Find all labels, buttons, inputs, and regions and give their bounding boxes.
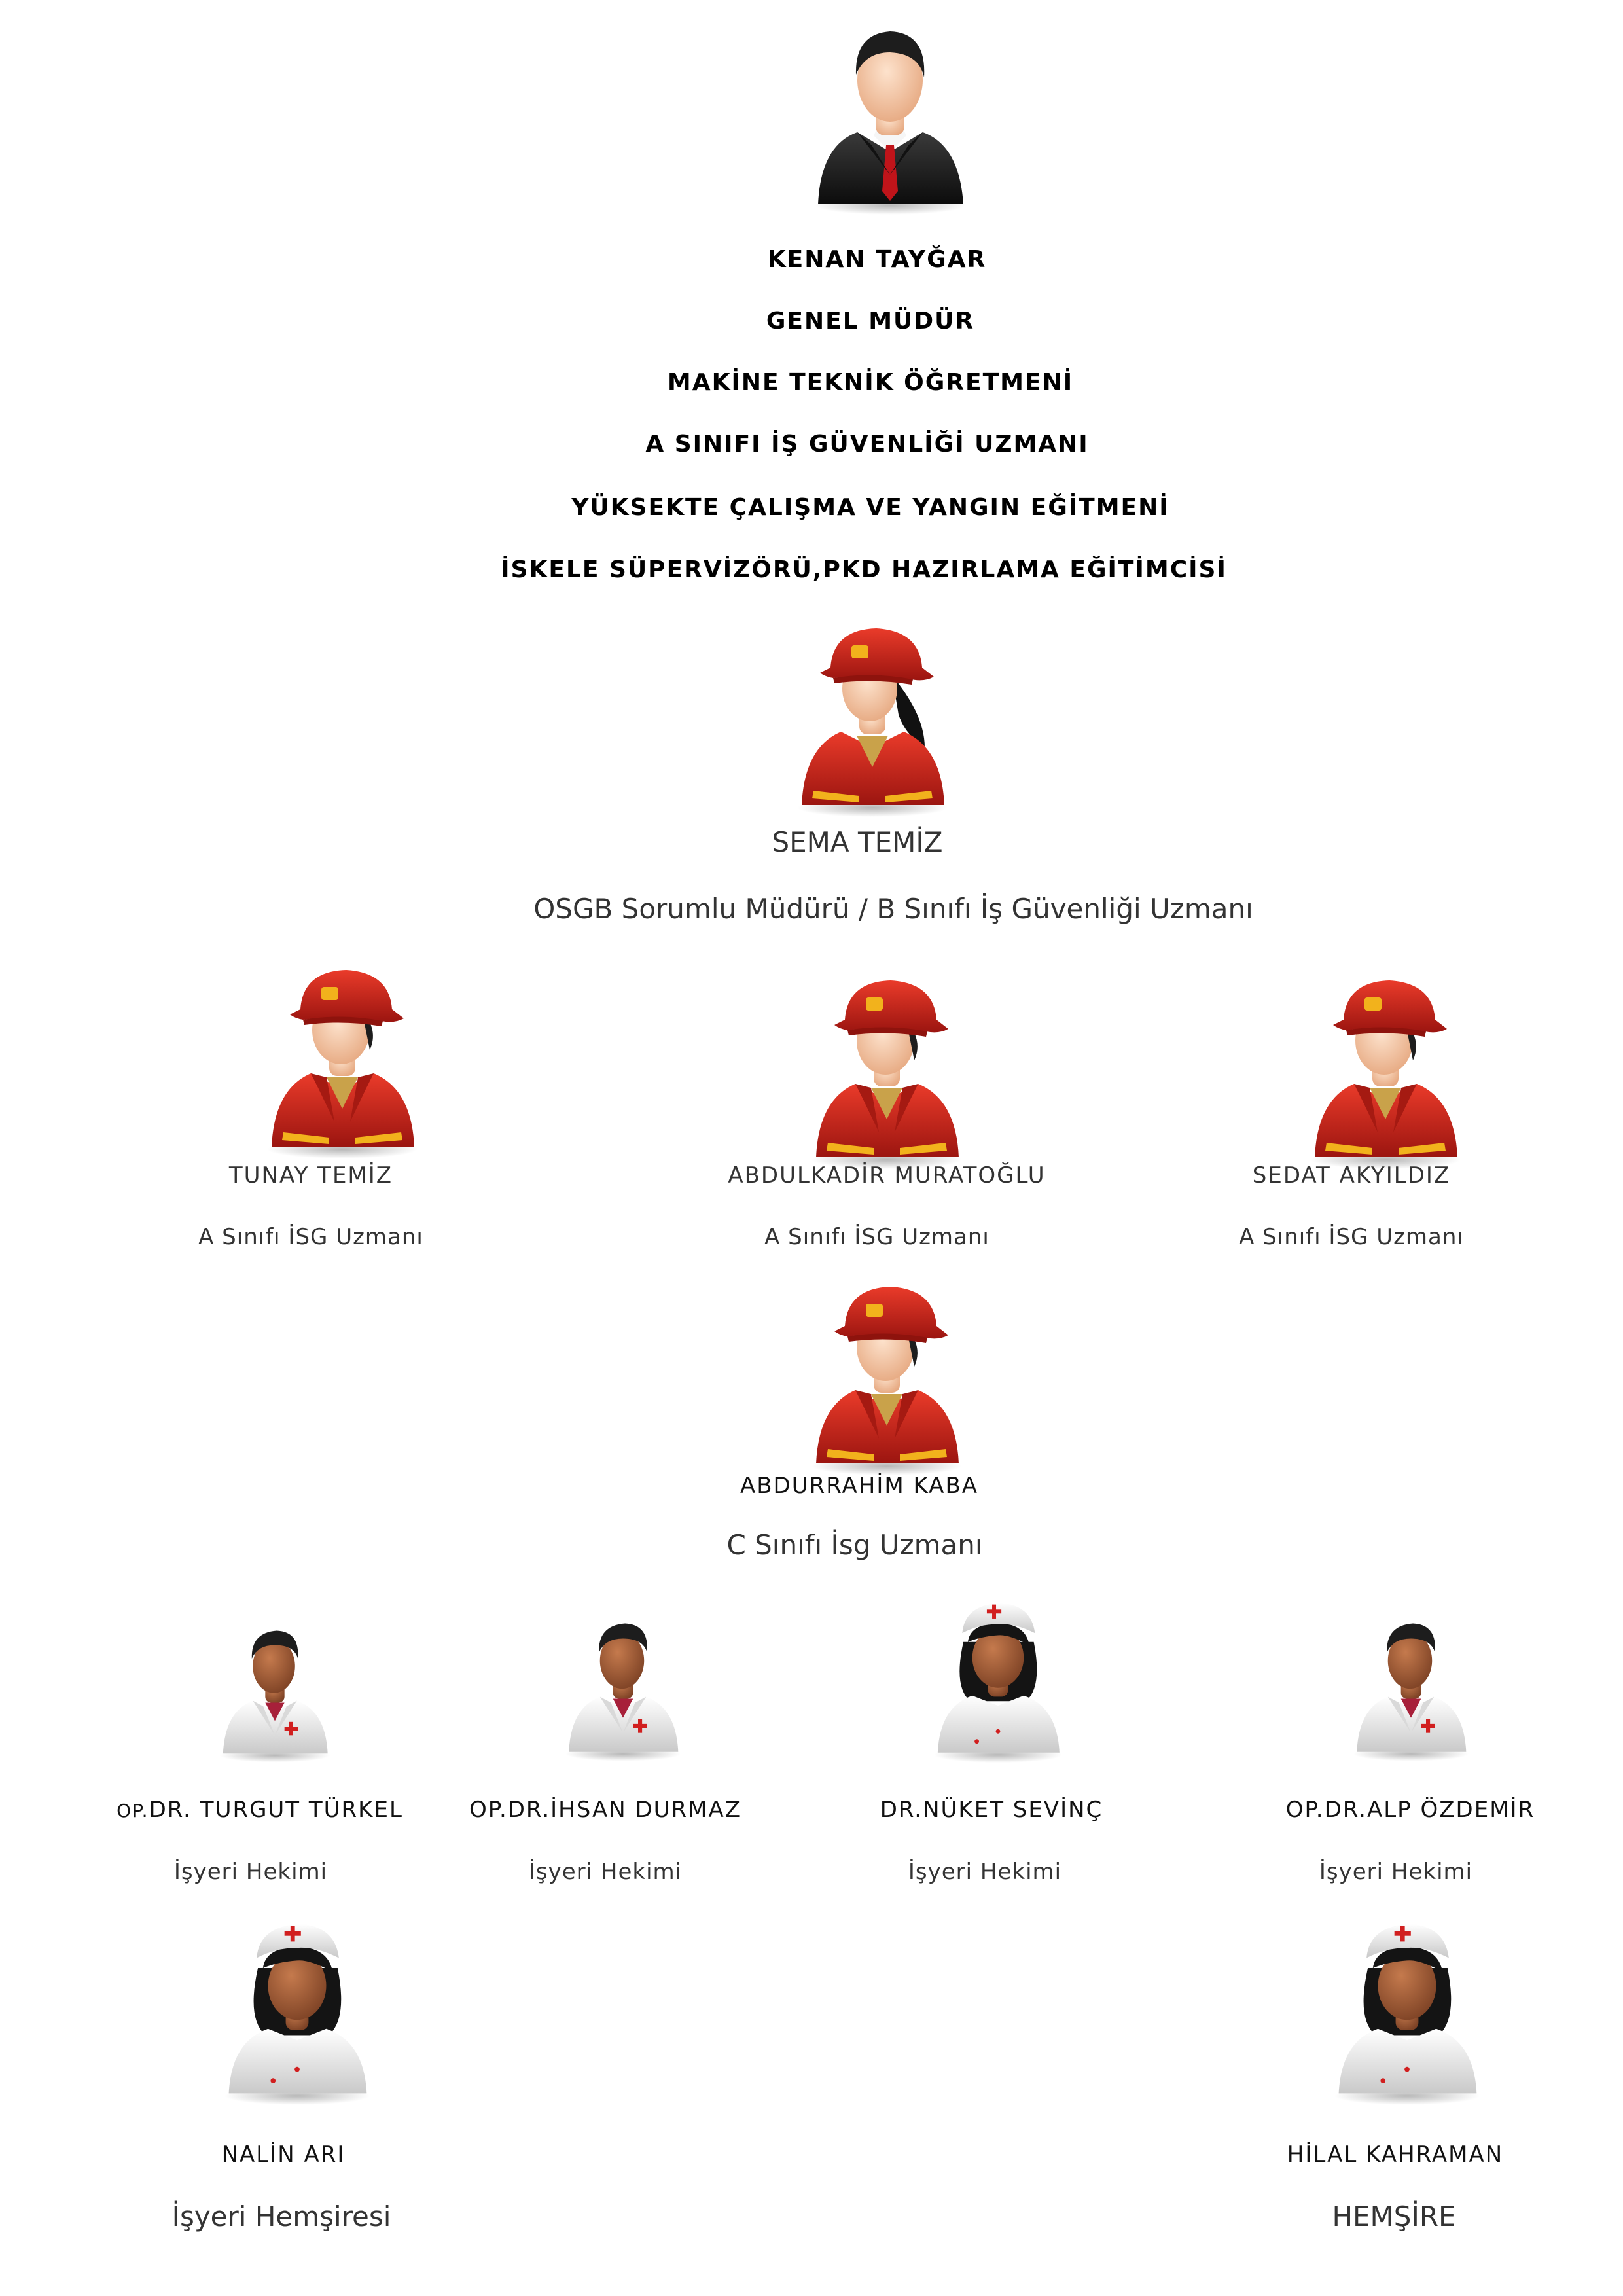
specialist-name: SEDAT AKYILDIZ xyxy=(1252,1162,1451,1189)
director-qualification: İSKELE SÜPERVİZÖRÜ,PKD HAZIRLAMA EĞİTİMCİSİ xyxy=(501,556,1227,583)
doctor-name-text: DR. TURGUT TÜRKEL xyxy=(149,1797,403,1823)
doctor-role: İşyeri Hekimi xyxy=(173,1859,328,1885)
doctor-icon xyxy=(1332,1607,1489,1758)
nurse-icon xyxy=(199,1911,395,2101)
doctor-role: İşyeri Hekimi xyxy=(908,1859,1062,1885)
doctor-name: DR.NÜKET SEVİNÇ xyxy=(880,1797,1103,1823)
doctor-icon xyxy=(544,1607,702,1758)
manager-role: OSGB Sorumlu Müdürü / B Sınıfı İş Güvenliği Uzmanı xyxy=(533,893,1253,925)
specialist-role: A Sınıfı İSG Uzmanı xyxy=(1239,1224,1464,1250)
firefighter-icon xyxy=(792,969,982,1165)
director-qualification: A SINIFI İŞ GÜVENLİĞİ UZMANI xyxy=(645,431,1089,457)
c-specialist-role: C Sınıfı İsg Uzmanı xyxy=(726,1529,983,1561)
doctor-role: İşyeri Hekimi xyxy=(1319,1859,1473,1885)
doctor-name-prefix: OP. xyxy=(116,1800,149,1821)
c-specialist-name: ABDURRAHİM KABA xyxy=(740,1473,979,1499)
firefighter-icon xyxy=(247,958,437,1155)
specialist-role: A Sınıfı İSG Uzmanı xyxy=(764,1224,990,1250)
nurse-name: HİLAL KAHRAMAN xyxy=(1287,2142,1504,2168)
firefighter-female-icon xyxy=(792,617,953,813)
doctor-name: OP.DR.ALP ÖZDEMİR xyxy=(1285,1797,1535,1823)
firefighter-icon xyxy=(1291,969,1480,1165)
businessman-icon xyxy=(812,14,969,211)
specialist-name: TUNAY TEMİZ xyxy=(228,1162,393,1189)
specialist-name: ABDULKADİR MURATOĞLU xyxy=(728,1162,1046,1189)
nurse-icon xyxy=(903,1592,1093,1759)
director-title: GENEL MÜDÜR xyxy=(766,308,975,334)
doctor-name: OP.DR.İHSAN DURMAZ xyxy=(469,1797,742,1823)
nurse-name: NALİN ARI xyxy=(221,2142,346,2168)
doctor-role: İşyeri Hekimi xyxy=(528,1859,683,1885)
director-qualification: YÜKSEKTE ÇALIŞMA VE YANGIN EĞİTMENİ xyxy=(571,494,1169,521)
doctor-name xyxy=(116,1797,403,1823)
doctor-icon xyxy=(196,1615,353,1759)
nurse-icon xyxy=(1309,1911,1505,2101)
manager-name: SEMA TEMİZ xyxy=(772,826,943,858)
nurse-role: İşyeri Hemşiresi xyxy=(171,2200,391,2233)
specialist-role: A Sınıfı İSG Uzmanı xyxy=(198,1224,423,1250)
director-name: KENAN TAYĞAR xyxy=(767,246,987,273)
nurse-role: HEMŞİRE xyxy=(1332,2200,1456,2233)
firefighter-icon xyxy=(792,1275,982,1471)
director-qualification: MAKİNE TEKNİK ÖĞRETMENİ xyxy=(667,369,1074,396)
